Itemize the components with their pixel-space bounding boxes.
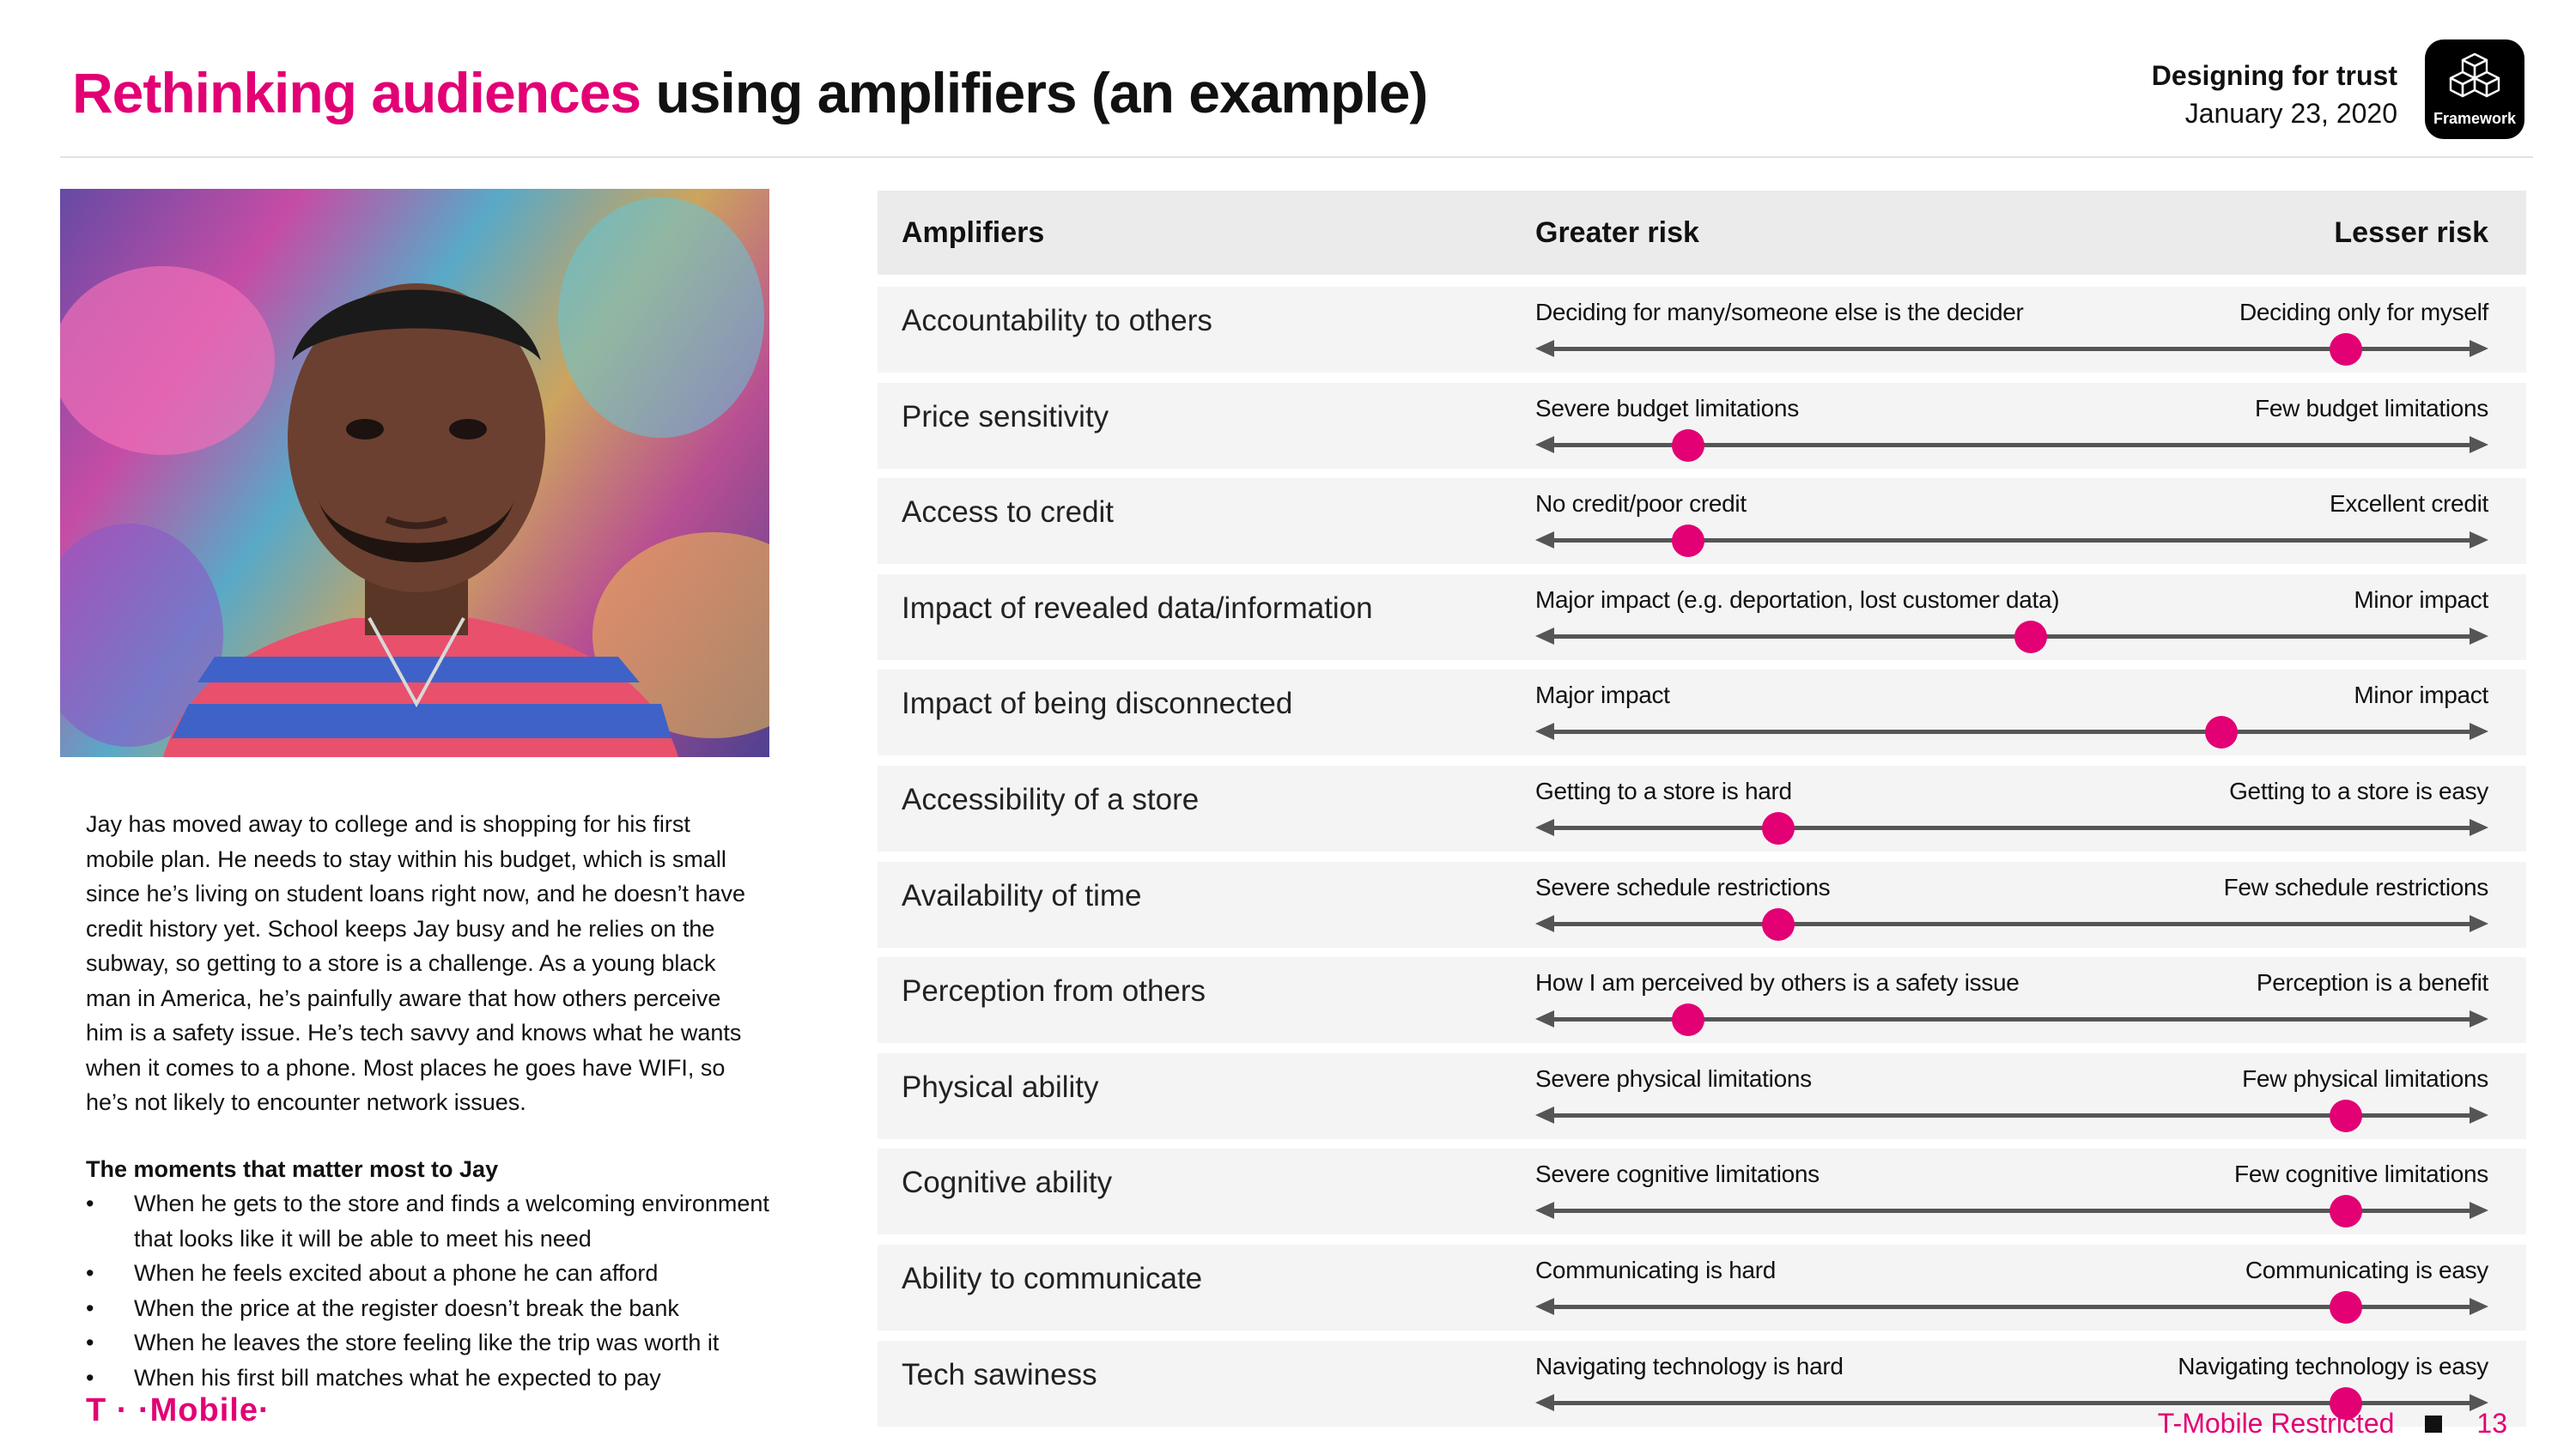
arrow-left-icon	[1535, 531, 1554, 549]
amplifier-row	[878, 383, 2526, 469]
risk-scale	[1535, 1101, 2488, 1129]
persona-photo	[60, 189, 769, 757]
greater-risk-descriptor: No credit/poor credit	[1535, 490, 1747, 518]
risk-position-marker	[2330, 333, 2362, 366]
arrow-right-icon	[2470, 627, 2488, 645]
arrow-left-icon	[1535, 1202, 1554, 1219]
risk-scale	[1535, 1197, 2488, 1224]
moment-item: • When the price at the register doesn’t break the bank	[86, 1291, 773, 1326]
risk-position-marker	[2330, 1291, 2362, 1324]
risk-position-marker	[1672, 429, 1704, 462]
amplifier-row	[878, 478, 2526, 564]
greater-risk-descriptor: Major impact (e.g. deportation, lost customer data)	[1535, 585, 2060, 613]
risk-position-marker	[2014, 621, 2047, 653]
classification-label: T-Mobile Restricted	[2157, 1408, 2395, 1439]
risk-position-marker	[1672, 524, 1704, 557]
arrow-left-icon	[1535, 819, 1554, 836]
arrow-right-icon	[2470, 819, 2488, 836]
amplifier-label: Ability to communicate	[902, 1262, 1203, 1295]
arrow-right-icon	[2470, 1298, 2488, 1315]
lesser-risk-descriptor: Few physical limitations	[2242, 1064, 2488, 1092]
lesser-risk-descriptor: Getting to a store is easy	[2229, 778, 2488, 804]
amplifier-label: Access to credit	[902, 495, 1115, 530]
arrow-right-icon	[2470, 436, 2488, 453]
column-header-greater-risk: Greater risk	[1535, 216, 1699, 249]
amplifier-label: Price sensitivity	[902, 399, 1109, 433]
arrow-right-icon	[2470, 531, 2488, 549]
greater-risk-descriptor: Deciding for many/someone else is the decider	[1535, 299, 2024, 325]
lesser-risk-descriptor: Perception is a benefit	[2256, 969, 2488, 997]
moment-item: • When his first bill matches what he expected to pay	[86, 1361, 773, 1396]
framework-badge	[2425, 39, 2524, 139]
lesser-risk-descriptor: Few budget limitations	[2255, 394, 2488, 421]
greater-risk-descriptor: Getting to a store is hard	[1535, 778, 1792, 804]
amplifier-label: Impact of revealed data/information	[902, 591, 1373, 625]
risk-scale-line	[1544, 634, 2480, 639]
amplifier-row	[878, 1149, 2526, 1234]
arrow-right-icon	[2470, 1202, 2488, 1219]
lesser-risk-descriptor: Minor impact	[2354, 682, 2488, 709]
arrow-left-icon	[1535, 1298, 1554, 1315]
moment-item: • When he gets to the store and finds a welcoming environment that looks like it will be able to meet his need	[86, 1186, 773, 1256]
lesser-risk-descriptor: Deciding only for myself	[2239, 299, 2488, 325]
amplifier-label: Accessibility of a store	[902, 783, 1200, 816]
header-divider	[60, 156, 2533, 158]
amplifier-row	[878, 574, 2526, 660]
risk-position-marker	[1672, 1003, 1704, 1036]
arrow-right-icon	[2470, 915, 2488, 932]
lesser-risk-descriptor: Navigating technology is easy	[2178, 1352, 2488, 1379]
greater-risk-descriptor: Severe cognitive limitations	[1535, 1161, 1820, 1188]
risk-scale-line	[1544, 922, 2480, 926]
page-title-accent: Rethinking audiences	[72, 61, 641, 124]
greater-risk-descriptor: Navigating technology is hard	[1535, 1352, 1844, 1379]
risk-scale	[1535, 1293, 2488, 1320]
risk-position-marker	[1762, 812, 1795, 845]
greater-risk-descriptor: Severe schedule restrictions	[1535, 873, 1831, 900]
amplifier-row	[878, 1245, 2526, 1331]
risk-position-marker	[2330, 1195, 2362, 1228]
amplifier-label: Accountability to others	[902, 304, 1212, 337]
page-title	[72, 60, 1427, 125]
lesser-risk-descriptor: Excellent credit	[2329, 490, 2488, 518]
arrow-left-icon	[1535, 627, 1554, 645]
amplifier-label: Perception from others	[902, 974, 1206, 1009]
tmobile-logo: T · ·Mobile·	[86, 1392, 270, 1428]
risk-scale-line	[1544, 730, 2480, 734]
greater-risk-descriptor: Severe budget limitations	[1535, 394, 1799, 421]
greater-risk-descriptor: Severe physical limitations	[1535, 1064, 1812, 1092]
risk-scale	[1535, 718, 2488, 745]
deck-date: January 23, 2020	[2184, 98, 2397, 129]
greater-risk-descriptor: Major impact	[1535, 682, 1670, 709]
framework-cube-icon	[2449, 52, 2500, 105]
deck-title: Designing for trust	[2151, 60, 2397, 91]
arrow-right-icon	[2470, 1010, 2488, 1028]
arrow-left-icon	[1535, 1010, 1554, 1028]
moments-list	[86, 1186, 773, 1395]
amplifier-label: Impact of being disconnected	[902, 687, 1293, 721]
risk-scale	[1535, 431, 2488, 458]
moment-item: • When he feels excited about a phone he can afford	[86, 1256, 773, 1291]
arrow-left-icon	[1535, 1106, 1554, 1124]
lesser-risk-descriptor: Few cognitive limitations	[2234, 1161, 2488, 1188]
amplifier-label: Cognitive ability	[902, 1166, 1113, 1200]
arrow-right-icon	[2470, 723, 2488, 740]
greater-risk-descriptor: Communicating is hard	[1535, 1257, 1777, 1283]
amplifier-row	[878, 670, 2526, 755]
arrow-left-icon	[1535, 340, 1554, 357]
moments-title: The moments that matter most to Jay	[86, 1156, 499, 1182]
page-title-rest: using amplifiers (an example)	[641, 61, 1428, 124]
lesser-risk-descriptor: Communicating is easy	[2245, 1257, 2488, 1283]
column-header-amplifiers: Amplifiers	[902, 216, 1045, 249]
footer-square-icon	[2425, 1416, 2442, 1433]
amplifier-row	[878, 287, 2526, 373]
risk-scale	[1535, 526, 2488, 554]
risk-position-marker	[1762, 908, 1795, 941]
slide-footer	[2158, 1408, 2507, 1440]
risk-position-marker	[2205, 716, 2238, 749]
arrow-left-icon	[1535, 723, 1554, 740]
moment-item: • When he leaves the store feeling like the trip was worth it	[86, 1325, 773, 1361]
lesser-risk-descriptor: Minor impact	[2354, 585, 2488, 613]
arrow-left-icon	[1535, 1394, 1554, 1411]
greater-risk-descriptor: How I am perceived by others is a safety issue	[1535, 969, 2020, 997]
arrow-left-icon	[1535, 436, 1554, 453]
amplifier-label: Tech sawiness	[902, 1357, 1097, 1391]
arrow-right-icon	[2470, 1106, 2488, 1124]
amplifier-row	[878, 957, 2526, 1043]
page-number: 13	[2476, 1408, 2507, 1439]
framework-badge-label: Framework	[2433, 110, 2517, 127]
amplifier-row	[878, 862, 2526, 948]
deck-meta	[2152, 57, 2397, 132]
risk-scale-line	[1544, 826, 2480, 830]
persona-illustration	[60, 189, 769, 757]
amplifiers-table-header	[878, 191, 2526, 275]
risk-scale	[1535, 814, 2488, 841]
arrow-left-icon	[1535, 915, 1554, 932]
amplifier-label: Physical ability	[902, 1070, 1099, 1104]
risk-scale	[1535, 910, 2488, 937]
amplifier-row	[878, 1053, 2526, 1139]
risk-scale	[1535, 622, 2488, 650]
risk-position-marker	[2330, 1100, 2362, 1132]
amplifier-label: Availability of time	[902, 878, 1142, 912]
risk-scale	[1535, 1005, 2488, 1033]
amplifier-row	[878, 766, 2526, 852]
risk-scale	[1535, 335, 2488, 362]
persona-description: Jay has moved away to college and is shopping for his first mobile plan. He needs to stay within his budget, which is small since he’s living on student loans right now, and he doesn’t have credit history yet. School keeps Jay busy and he relies on the subway, so getting to a store is a challenge. As a young black man in America, he’s painfully aware that how others perceive him is a safety issue. He’s tech savvy and knows what he wants when it comes to a phone. Most places he goes have WIFI, so he’s not likely to encounter network issues.	[86, 811, 746, 1115]
column-header-lesser-risk: Lesser risk	[2334, 216, 2488, 249]
lesser-risk-descriptor: Few schedule restrictions	[2223, 873, 2488, 900]
arrow-right-icon	[2470, 340, 2488, 357]
